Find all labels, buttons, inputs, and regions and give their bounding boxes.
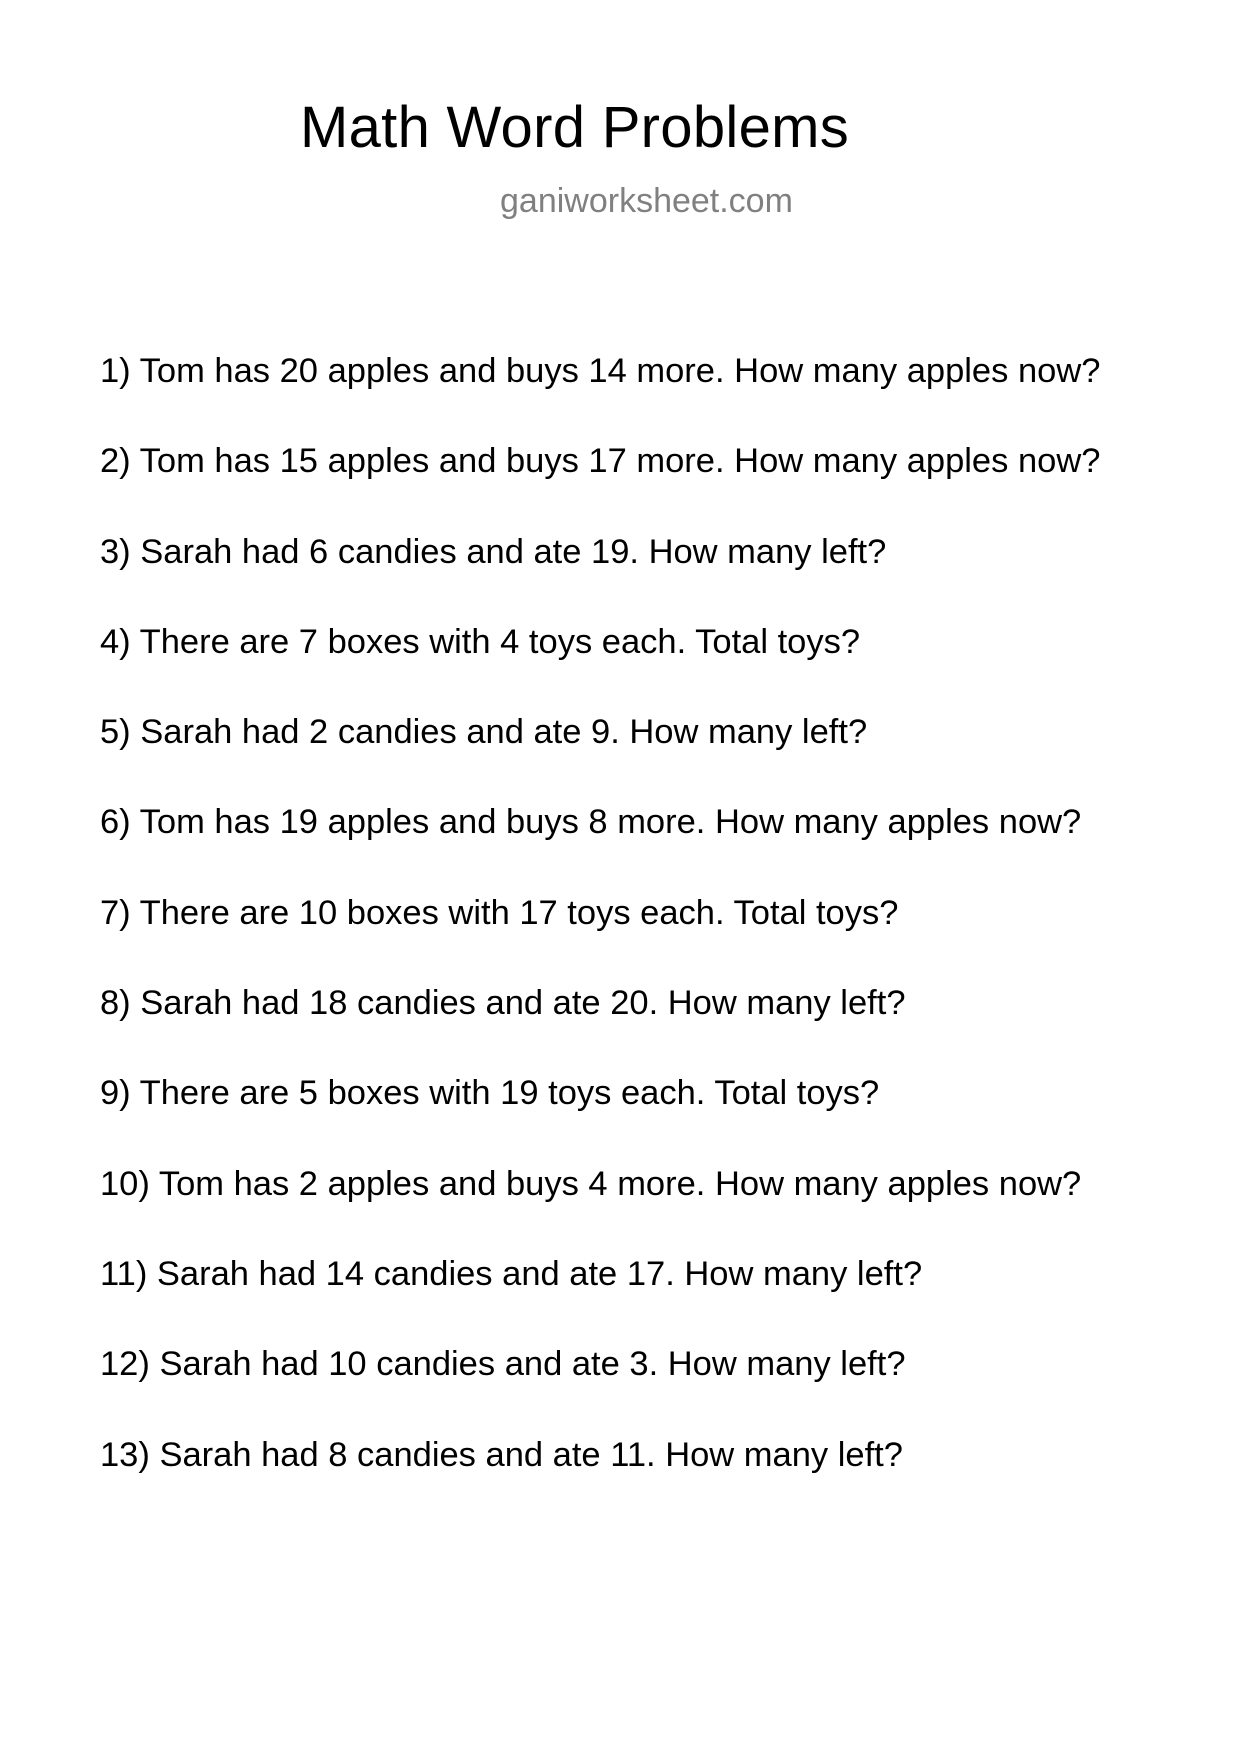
problem-item: 2) Tom has 15 apples and buys 17 more. How many apples now? [100,442,1101,481]
problem-item: 5) Sarah had 2 candies and ate 9. How many left? [100,713,868,752]
problem-item: 1) Tom has 20 apples and buys 14 more. How many apples now? [100,352,1101,390]
problem-list [100,351,1200,1525]
page-title: Math Word Problems [300,95,850,160]
problem-item: 3) Sarah had 6 candies and ate 19. How many left? [100,532,887,571]
website-credit: ganiworksheet.com [500,182,793,220]
problem-item: 12) Sarah had 10 candies and ate 3. How many left? [100,1345,906,1384]
problem-item: 6) Tom has 19 apples and buys 8 more. How many apples now? [100,803,1082,842]
problem-item: 10) Tom has 2 apples and buys 4 more. How many apples now? [100,1164,1082,1203]
problem-item: 7) There are 10 boxes with 17 toys each. Total toys? [100,893,899,932]
problem-item: 8) Sarah had 18 candies and ate 20. How many left? [100,984,906,1023]
problem-item: 11) Sarah had 14 candies and ate 17. How many left? [100,1254,923,1293]
problem-item: 4) There are 7 boxes with 4 toys each. Total toys? [100,622,861,661]
problem-item: 13) Sarah had 8 candies and ate 11. How many left? [100,1435,903,1474]
problem-item: 9) There are 5 boxes with 19 toys each. Total toys? [100,1074,880,1113]
